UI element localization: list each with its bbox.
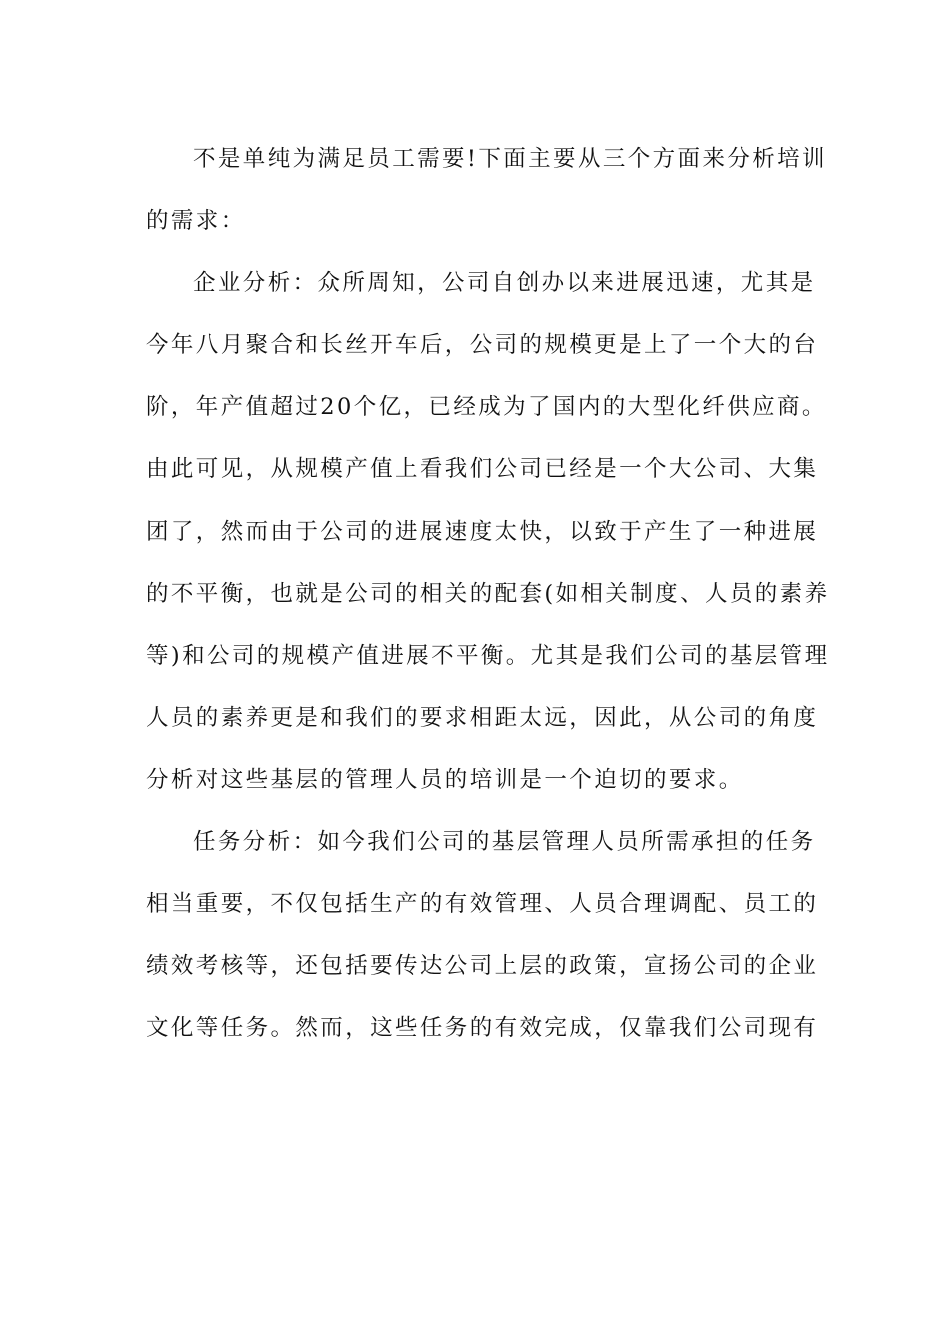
body-text — [146, 128, 830, 1059]
paragraph-line: 文化等任务。然而，这些任务的有效完成，仅靠我们公司现有 — [146, 1015, 819, 1042]
paragraph-line: 阶，年产值超过20个亿，已经成为了国内的大型化纤供应商。 — [146, 394, 827, 421]
paragraph-line: 相当重要，不仅包括生产的有效管理、人员合理调配、员工的 — [146, 891, 819, 918]
paragraph-line: 绩效考核等，还包括要传达公司上层的政策，宣扬公司的企业 — [146, 953, 819, 980]
paragraph-line: 任务分析：如今我们公司的基层管理人员所需承担的任务 — [193, 829, 816, 856]
paragraph-line: 的需求： — [146, 208, 246, 235]
paragraph-line: 由此可见，从规模产值上看我们公司已经是一个大公司、大集 — [146, 456, 819, 483]
paragraph-line: 企业分析：众所周知，公司自创办以来进展迅速，尤其是 — [193, 270, 816, 297]
paragraph-line: 今年八月聚合和长丝开车后，公司的规模更是上了一个大的台 — [146, 332, 819, 359]
paragraph-line: 等)和公司的规模产值进展不平衡。尤其是我们公司的基层管理 — [146, 642, 830, 669]
paragraph-line: 的不平衡，也就是公司的相关的配套(如相关制度、人员的素养 — [146, 580, 830, 607]
paragraph-line: 人员的素养更是和我们的要求相距太远，因此，从公司的角度 — [146, 704, 819, 731]
paragraph-line: 不是单纯为满足员工需要!下面主要从三个方面来分析培训 — [193, 146, 827, 172]
paragraph-line: 分析对这些基层的管理人员的培训是一个迫切的要求。 — [146, 766, 744, 793]
paragraph-line: 团了，然而由于公司的进展速度太快，以致于产生了一种进展 — [146, 518, 819, 545]
